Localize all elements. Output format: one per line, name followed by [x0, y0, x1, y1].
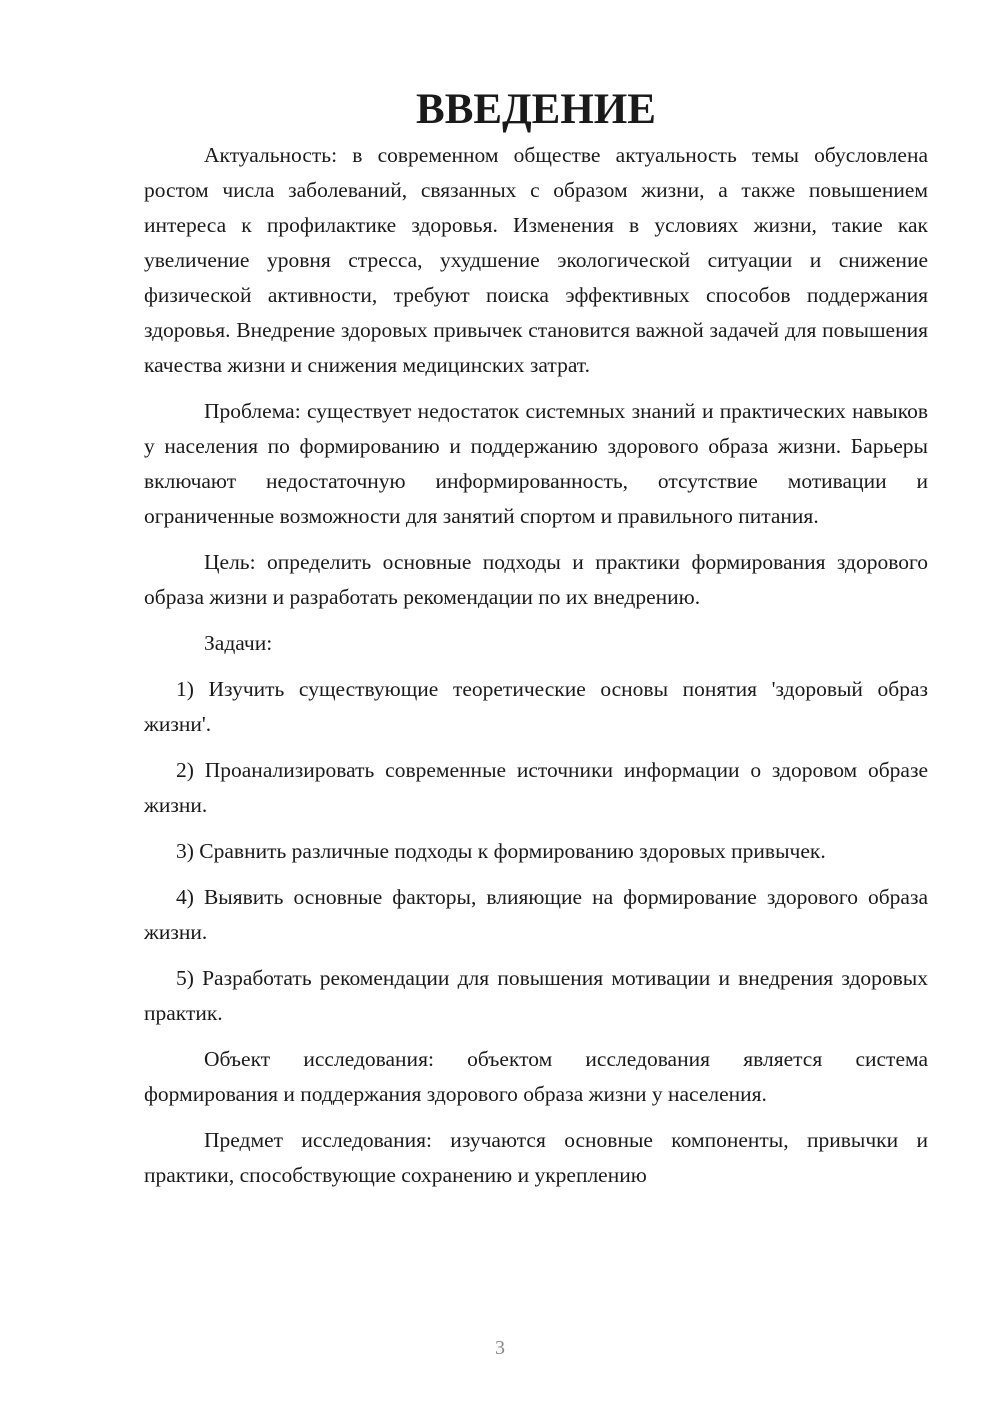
- task-item-5: 5) Разработать рекомендации для повышения мотивации и внедрения здоровых практик.: [144, 966, 928, 1025]
- tasks-label: Задачи:: [204, 631, 273, 655]
- paragraph-goal: Цель: определить основные подходы и практики формирования здорового образа жизни и разработать рекомендации по их внедрению.: [144, 550, 928, 609]
- paragraph-problem: Проблема: существует недостаток системных знаний и практических навыков у населения по формированию и поддержанию здорового образа жизни. Барьеры включают недостаточную информированность, отсутствие мотивации и ограниченные возможности для занятий спортом и правильного питания.: [144, 399, 928, 528]
- paragraph-object: Объект исследования: объектом исследования является система формирования и поддержания здорового образа жизни у населения.: [144, 1047, 928, 1106]
- section-title: ВВЕДЕНИЕ: [416, 86, 656, 133]
- paragraph-relevance: Актуальность: в современном обществе актуальность темы обусловлена ростом числа заболеваний, связанных с образом жизни, а также повышением интереса к профилактике здоровья. Изменения в условиях жизни, такие как увеличение уровня стресса, ухудшение экологической ситуации и снижение физической активности, требуют поиска эффективных способов поддержания здоровья. Внедрение здоровых привычек становится важной задачей для повышения качества жизни и снижения медицинских затрат.: [144, 143, 928, 377]
- paragraph-subject: Предмет исследования: изучаются основные компоненты, привычки и практики, способствующие сохранению и укреплению: [144, 1128, 928, 1187]
- page-content: [144, 86, 928, 1193]
- page-number: 3: [495, 1337, 505, 1359]
- task-item-3: 3) Сравнить различные подходы к формированию здоровых привычек.: [176, 839, 826, 863]
- task-item-2: 2) Проанализировать современные источники информации о здоровом образе жизни.: [144, 758, 928, 817]
- task-item-4: 4) Выявить основные факторы, влияющие на формирование здорового образа жизни.: [144, 885, 928, 944]
- task-item-1: 1) Изучить существующие теоретические основы понятия 'здоровый образ жизни'.: [144, 677, 928, 736]
